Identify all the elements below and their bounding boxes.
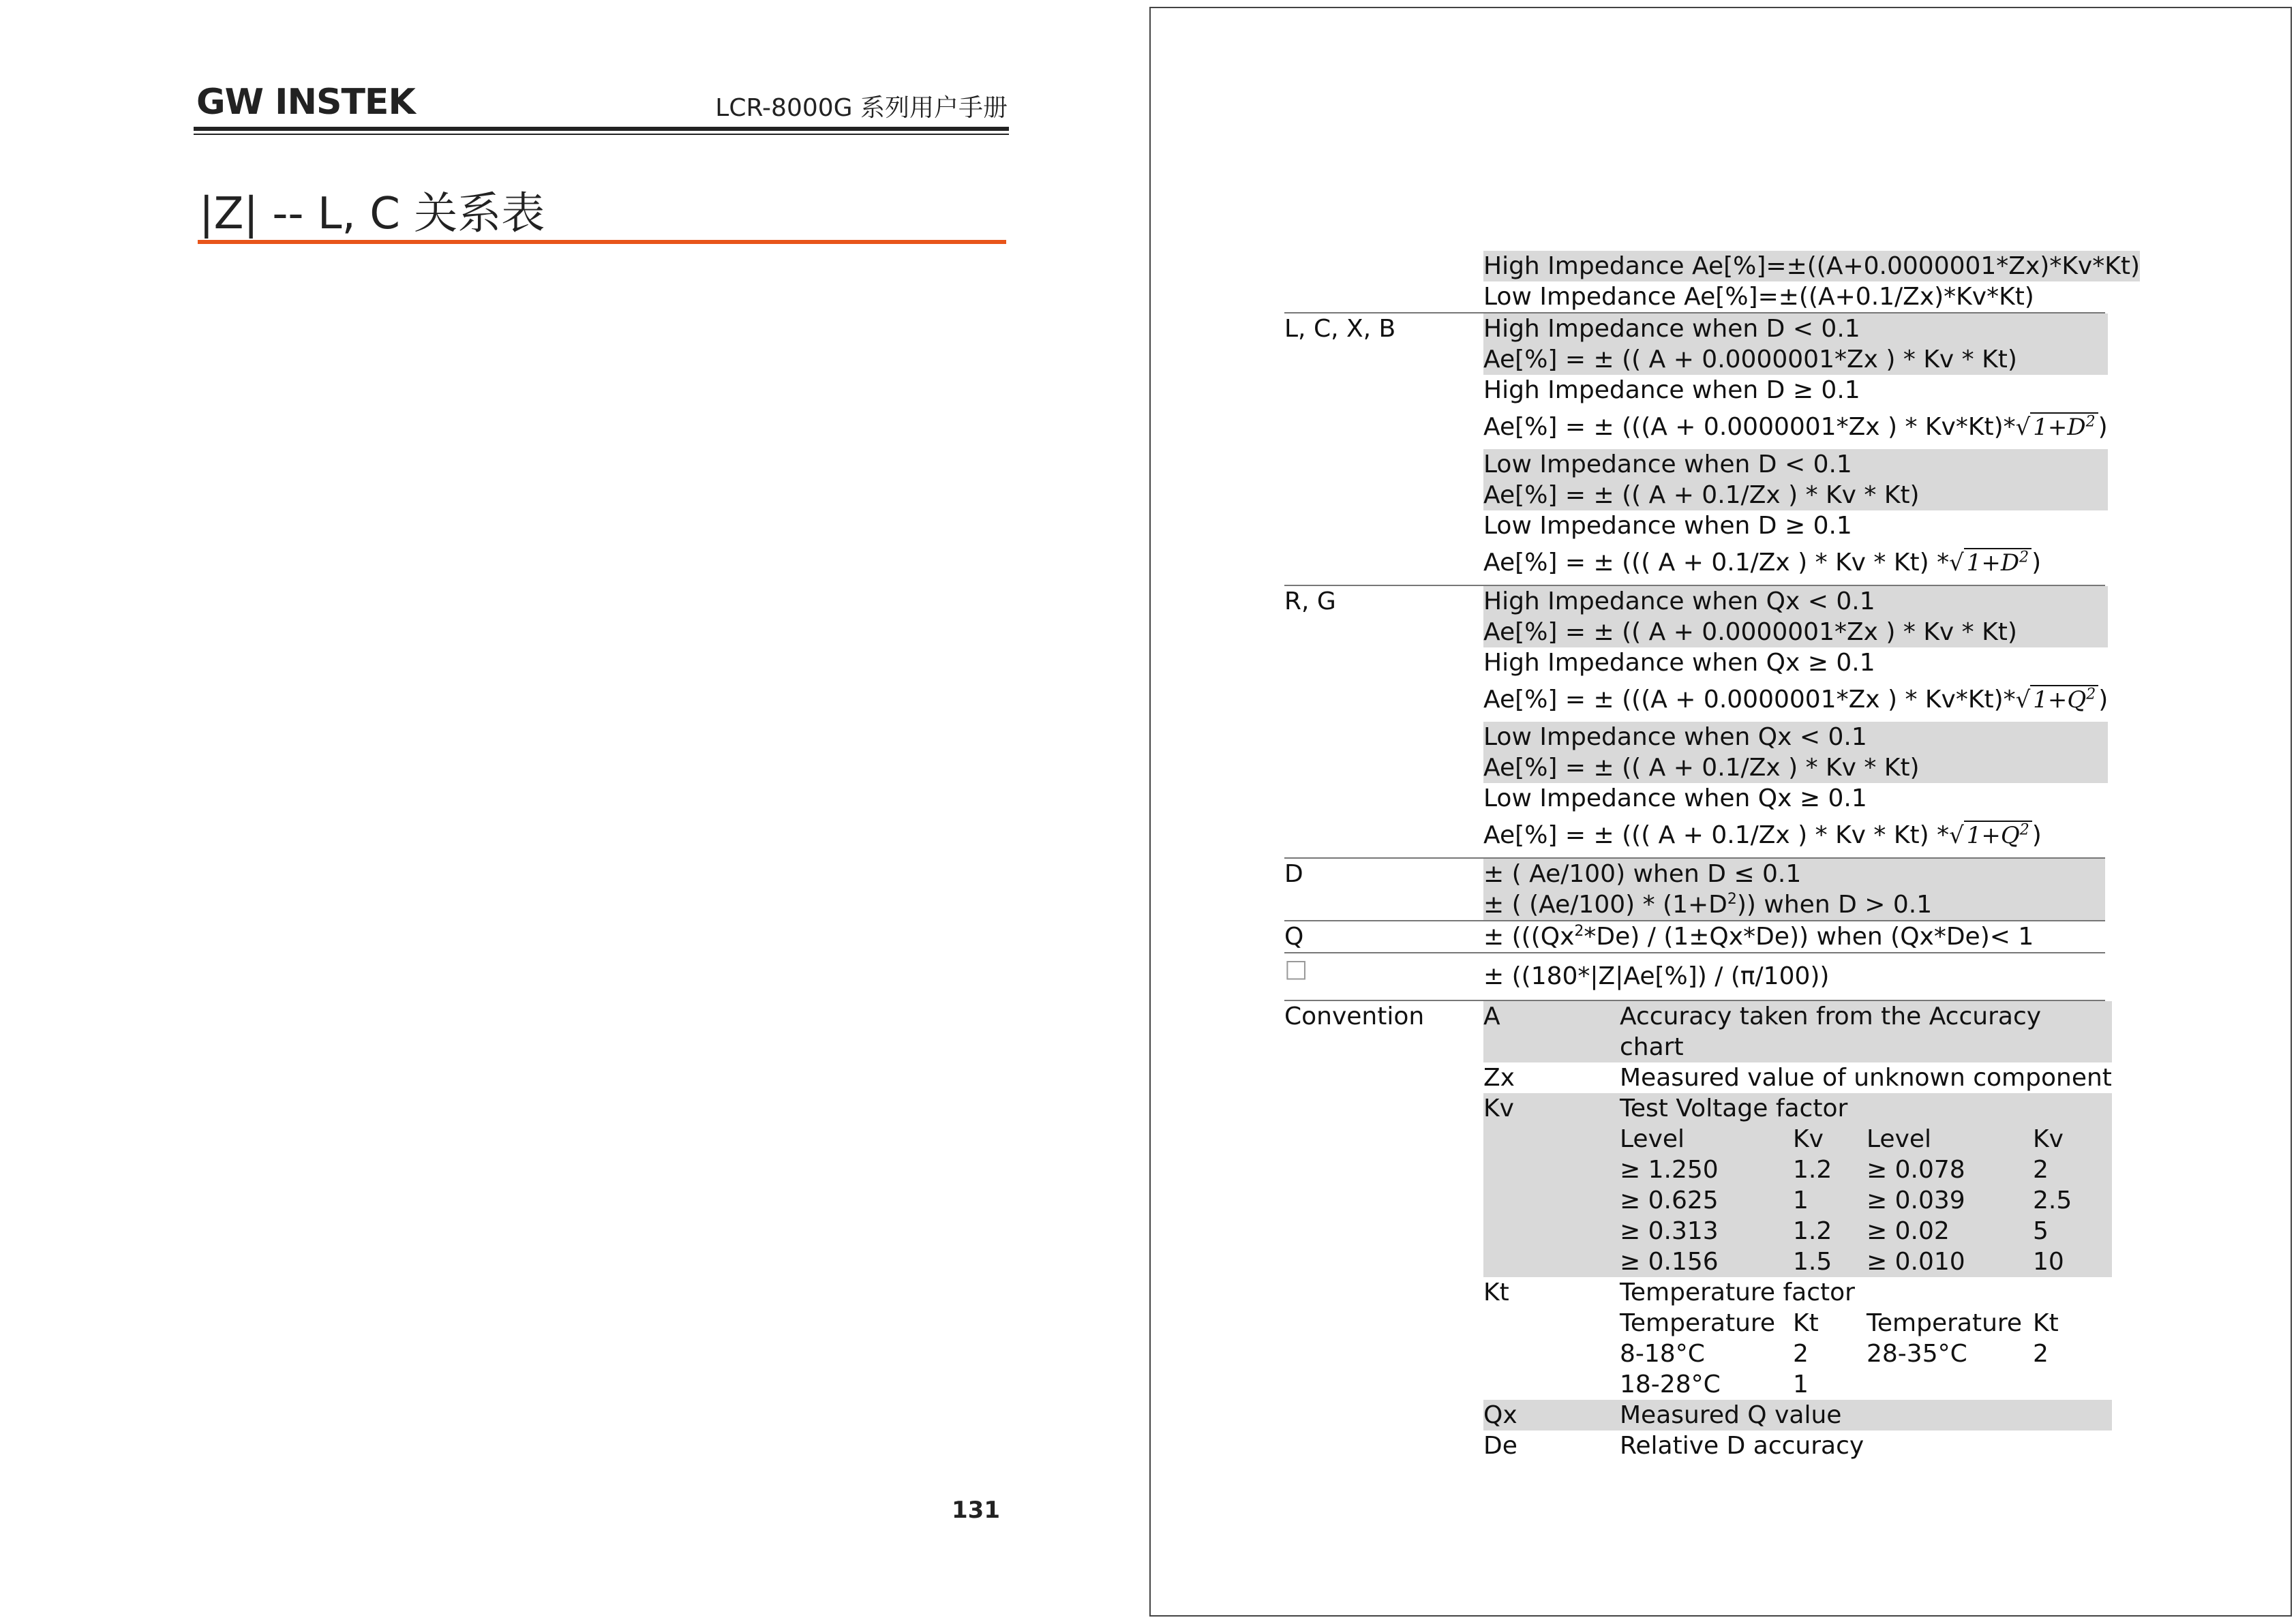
- spec-line: ± ((180*|Z|Ae[%]) / (π/100)): [1483, 962, 1830, 990]
- accuracy-spec-table: [1284, 251, 2140, 1461]
- spec-line: Ae[%] = ± (( A + 0.1/Zx ) * Kv * Kt): [1483, 481, 1920, 509]
- header-rule-thin: [194, 134, 1009, 135]
- spec-row-impedance: [1284, 251, 2140, 312]
- spec-line: High Impedance when D ≥ 0.1: [1483, 376, 1860, 404]
- convention-kv: Kv Test Voltage factor Level Kv Level Kv ≥ 1.250 1.2 ≥ 0.078 2 ≥ 0.625 1 ≥ 0.039 2.5 ≥ 0.313 1.2 ≥ 0.02 5 ≥ 0.156 1.5 ≥ 0.010 10: [1483, 1093, 2112, 1277]
- spec-row-convention: [1284, 1000, 2112, 1461]
- row-label: R, G: [1284, 587, 1336, 615]
- row-label: Q: [1284, 923, 1304, 951]
- kt-table: Temperature Kt Temperature Kt 8-18°C 2 28-35°C 2 18-28°C 1: [1620, 1309, 2059, 1398]
- spec-row-theta: [1284, 952, 2105, 1000]
- spec-row-q: [1284, 920, 2105, 952]
- spec-line: Ae[%] = ± (( A + 0.0000001*Zx ) * Kv * Kt): [1483, 346, 2017, 373]
- section-rule: [198, 240, 1006, 244]
- spec-line: ± ($((Qx^2*De) / (1\pm Qx*De))$ when (Qx*De)< 1: [1483, 923, 2034, 951]
- manual-title: LCR-8000G 系列用户手册: [715, 94, 1008, 122]
- row-label: L, C, X, B: [1284, 315, 1396, 343]
- kv-table: Level Kv Level Kv ≥ 1.250 1.2 ≥ 0.078 2 ≥ 0.625 1 ≥ 0.039 2.5 ≥ 0.313 1.2 ≥ 0.02 5 ≥ 0.156 1.5 ≥ 0.010 10: [1620, 1125, 2072, 1276]
- row-label: D: [1284, 860, 1303, 888]
- spec-row-d: [1284, 857, 2105, 920]
- convention-qx: Qx Measured Q value: [1483, 1400, 2112, 1430]
- spec-line: Low Impedance when Qx ≥ 0.1: [1483, 784, 1867, 812]
- row-label: Convention: [1284, 1003, 1425, 1030]
- sqrt-symbol: √ $1+Q^2$: [1949, 814, 2032, 857]
- convention-a: A Accuracy taken from the Accuracy chart: [1483, 1001, 2112, 1062]
- spec-line: ± ( Ae/100) when D ≤ 0.1: [1483, 860, 1802, 888]
- convention-kt: Kt Temperature factor Temperature Kt Temperature Kt 8-18°C 2 28-35°C 2 18-28°C 1: [1483, 1277, 2112, 1400]
- spec-line: Low Impedance when D < 0.1: [1483, 450, 1852, 478]
- row-label: □: [1284, 955, 1308, 983]
- spec-row-lcxb: [1284, 312, 2108, 585]
- convention-zx: Zx Measured value of unknown component: [1483, 1064, 2112, 1092]
- spec-line: High Impedance Ae[%]=±((A+0.0000001*Zx)*Kv*Kt): [1483, 252, 2140, 280]
- header-rule: [194, 127, 1009, 131]
- spec-line: Low Impedance Ae[%]=±((A+0.1/Zx)*Kv*Kt): [1483, 283, 2034, 311]
- spec-formula: Ae[%] = ± (((A + 0.0000001*Zx ) * Kv*Kt)*√ $1+D^2$ ): [1483, 406, 2108, 449]
- convention-de: De Relative D accuracy: [1483, 1432, 1864, 1460]
- spec-formula: Ae[%] = ± ((( A + 0.1/Zx ) * Kv * Kt) *√ $1+D^2$ ): [1483, 541, 2108, 585]
- spec-line: Ae[%] = ± (( A + 0.0000001*Zx ) * Kv * Kt): [1483, 618, 2017, 646]
- sqrt-symbol: √ $1+D^2$: [2016, 406, 2098, 449]
- spec-line: Low Impedance when D ≥ 0.1: [1483, 512, 1852, 540]
- spec-line: ± ( $(Ae/100) * (1+D^2)$) when D > 0.1: [1483, 891, 1933, 919]
- spec-row-rg: [1284, 585, 2109, 857]
- sqrt-symbol: √ $1+Q^2$: [2016, 678, 2099, 722]
- spec-line: High Impedance when Qx < 0.1: [1483, 587, 1875, 615]
- spec-line: High Impedance when D < 0.1: [1483, 315, 1860, 343]
- brand-logo: GW INSTEK: [196, 82, 415, 123]
- spec-formula: Ae[%] = ± ((( A + 0.1/Zx ) * Kv * Kt) *√ $1+Q^2$ ): [1483, 814, 2108, 857]
- sqrt-symbol: √ $1+D^2$: [1949, 541, 2031, 585]
- spec-formula: Ae[%] = ± (((A + 0.0000001*Zx ) * Kv*Kt)*√ $1+Q^2$ ): [1483, 678, 2108, 722]
- spec-line: High Impedance when Qx ≥ 0.1: [1483, 649, 1875, 677]
- section-title: |Z| -- L, C 关系表: [199, 189, 545, 239]
- spec-line: Ae[%] = ± (( A + 0.1/Zx ) * Kv * Kt): [1483, 754, 1920, 782]
- page-number: 131: [952, 1497, 1000, 1524]
- spec-line: Low Impedance when Qx < 0.1: [1483, 723, 1867, 751]
